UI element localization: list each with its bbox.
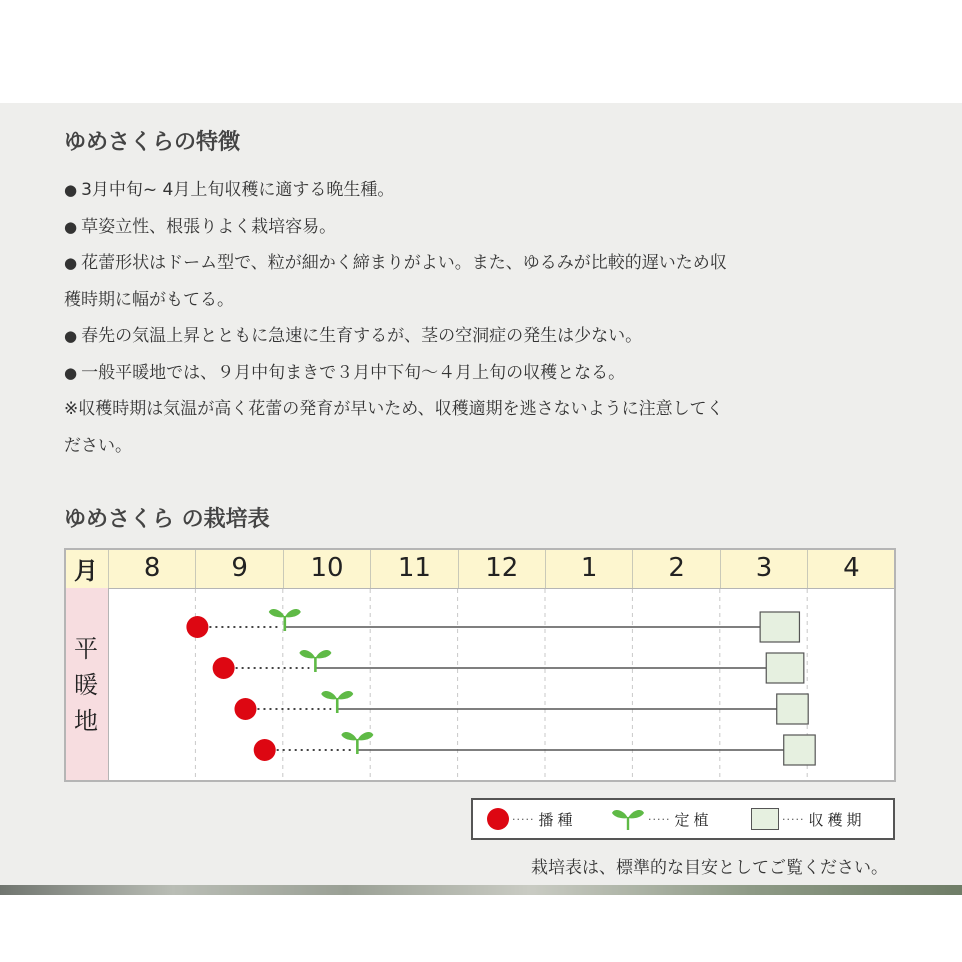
harvest-period-box — [784, 735, 815, 765]
month-header-cell: 3 — [720, 548, 807, 588]
sowing-dot — [213, 657, 235, 679]
month-header-cell: 2 — [632, 548, 719, 588]
month-header-cell: 10 — [283, 548, 370, 588]
harvest-period-box — [766, 653, 804, 683]
sowing-dot — [186, 616, 208, 638]
schedule-footer-note: 栽培表は、標準的な目安としてご覧ください。 — [531, 858, 888, 878]
region-label-char: 平 — [74, 635, 98, 663]
legend-harvest-label: 収穫期 — [808, 810, 866, 829]
harvest-period-box — [777, 694, 808, 724]
month-header-cell: 4 — [807, 548, 894, 588]
bullet-icon: ● — [64, 217, 78, 236]
sowing-dot-icon — [487, 808, 509, 830]
month-header-cell: 9 — [195, 548, 282, 588]
legend-sowing-label: 播種 — [538, 810, 577, 829]
region-label-char: 暖 — [74, 671, 98, 699]
month-corner-label: 月 — [64, 548, 108, 588]
bullet-icon: ● — [64, 181, 78, 199]
caution-note-continued: ださい。 — [64, 435, 132, 456]
sowing-dot — [254, 739, 276, 761]
harvest-period-box — [760, 612, 799, 642]
feature-item: ● 一般平暖地では、９月中旬まきで３月中下旬～４月上旬の収穫となる。 — [64, 362, 626, 383]
bottom-photo-strip — [0, 885, 962, 895]
feature-item: ● 草姿立性、根張りよく栽培容易。 — [64, 216, 337, 237]
month-header-cell: 12 — [458, 548, 545, 588]
cultivation-schedule — [64, 548, 896, 782]
legend-sowing: ····· 播種 — [487, 800, 577, 838]
schedule-title: ゆめさくら の栽培表 — [64, 507, 270, 532]
legend-harvest: ····· 収穫期 — [751, 800, 866, 838]
schedule-body — [109, 589, 894, 780]
sowing-dot — [234, 698, 256, 720]
features-title: ゆめさくらの特徴 — [64, 130, 241, 155]
feature-item-continued: 穫時期に幅がもてる。 — [64, 289, 234, 310]
month-header-cell: 1 — [545, 548, 632, 588]
bullet-icon: ● — [64, 327, 78, 345]
month-header-cell: 11 — [370, 548, 457, 588]
month-header-cell: 8 — [108, 548, 195, 588]
schedule-chart — [109, 589, 894, 780]
feature-item: ● 花蕾形状はドーム型で、粒が細かく締まりがよい。また、ゆるみが比較的遅いため収 — [64, 253, 727, 273]
seedling-icon — [611, 806, 645, 832]
legend-planting-label: 定植 — [674, 810, 713, 829]
schedule-legend — [471, 798, 895, 840]
features-list — [64, 172, 904, 464]
caution-note: ※収穫時期は気温が高く花蕾の発育が早いため、収穫適期を逃さないように注意してく — [64, 399, 724, 419]
bullet-icon: ● — [64, 254, 78, 272]
bullet-icon: ● — [64, 363, 78, 382]
legend-planting: ····· 定植 — [611, 800, 713, 838]
feature-item: ● 春先の気温上昇とともに急速に生育するが、茎の空洞症の発生は少ない。 — [64, 326, 643, 346]
region-label-char: 地 — [74, 707, 98, 735]
region-label-cell — [64, 588, 108, 782]
harvest-box-icon — [751, 808, 779, 830]
feature-item: ● 3月中旬~ 4月上旬収穫に適する晩生種。 — [64, 180, 395, 200]
